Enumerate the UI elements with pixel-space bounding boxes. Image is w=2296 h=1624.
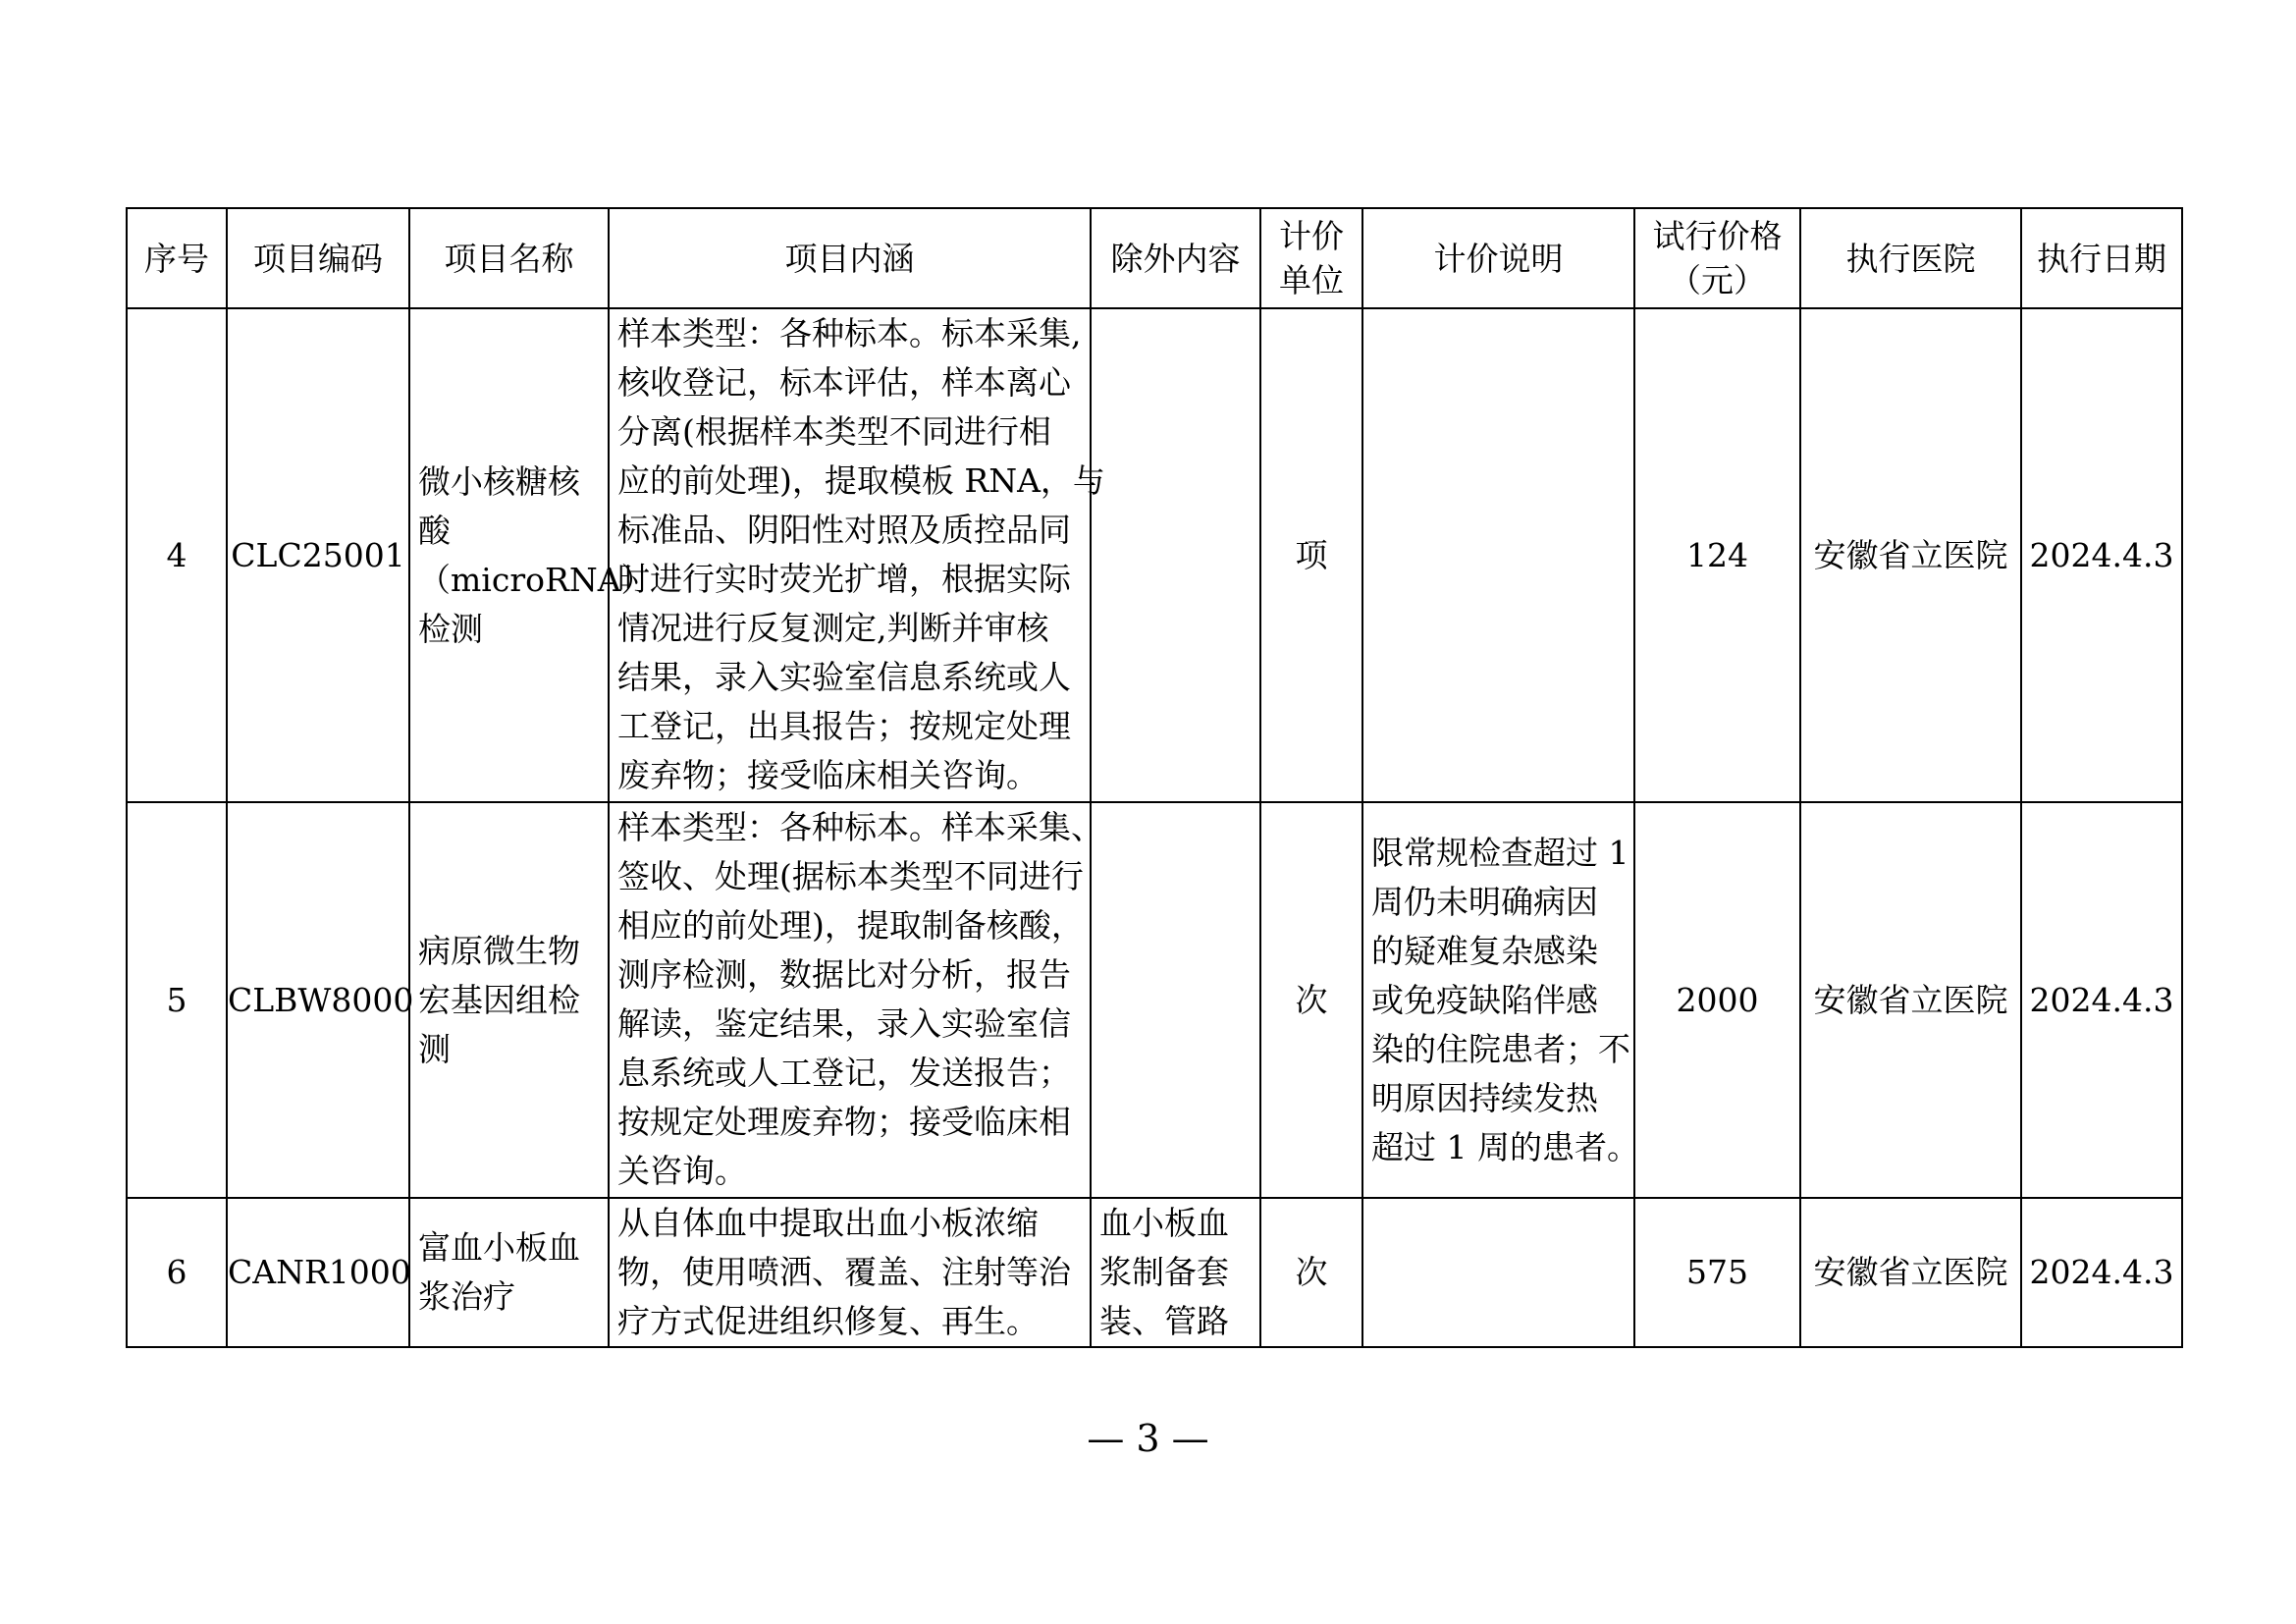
cell-content-line: 从自体血中提取出血小板浓缩 — [617, 1204, 1039, 1242]
header-code: 项目编码 — [227, 208, 409, 308]
cell-content — [609, 1198, 1091, 1347]
cell-name-line: 病原微生物 — [418, 931, 580, 970]
header-unit-line1: 计价 — [1279, 217, 1344, 255]
cell-date: 2024.4.3 — [2021, 308, 2182, 802]
cell-note — [1362, 1198, 1634, 1347]
cell-content-line: 疗方式促进组织修复、再生。 — [617, 1302, 1039, 1340]
cell-note-line: 周仍未明确病因 — [1371, 882, 1598, 921]
cell-excluded-line: 血小板血 — [1099, 1204, 1229, 1242]
cell-content-line: 废弃物；接受临床相关咨询。 — [617, 756, 1039, 794]
header-price-line2: （元） — [1669, 261, 1766, 299]
cell-name-line: （microRNA） — [418, 560, 654, 599]
cell-content-line: 时进行实时荧光扩增，根据实际 — [617, 560, 1071, 598]
table-row — [127, 1198, 2182, 1347]
cell-name-line: 浆治疗 — [418, 1277, 515, 1316]
cell-note — [1362, 802, 1639, 1198]
table-header-row — [127, 208, 2182, 308]
cell-name-line: 检测 — [418, 609, 483, 648]
cell-unit: 次 — [1260, 1198, 1362, 1347]
header-price — [1634, 208, 1800, 308]
cell-content-line: 息系统或人工登记，发送报告； — [617, 1054, 1071, 1092]
cell-content-line: 分离(根据样本类型不同进行相 — [617, 412, 1051, 451]
cell-hospital: 安徽省立医院 — [1800, 1198, 2021, 1347]
header-note: 计价说明 — [1362, 208, 1634, 308]
cell-hospital: 安徽省立医院 — [1800, 308, 2021, 802]
cell-content-line: 解读，鉴定结果，录入实验室信 — [617, 1004, 1071, 1043]
cell-content-line: 情况进行反复测定,判断并审核 — [617, 609, 1049, 647]
cell-content-line: 签收、处理(据标本类型不同进行 — [617, 857, 1084, 895]
cell-content — [609, 802, 1103, 1198]
cell-excluded — [1091, 1198, 1260, 1347]
cell-name-line: 宏基因组检 — [418, 980, 580, 1019]
cell-content-line: 样本类型：各种标本。样本采集、 — [617, 808, 1103, 846]
cell-note-line: 或免疫缺陷伴感 — [1371, 980, 1598, 1019]
cell-unit: 次 — [1260, 802, 1362, 1198]
cell-content-line: 结果，录入实验室信息系统或人 — [617, 658, 1071, 696]
header-date: 执行日期 — [2021, 208, 2182, 308]
cell-note-line: 超过 1 周的患者。 — [1371, 1127, 1639, 1166]
cell-name-line: 酸 — [418, 511, 451, 550]
cell-code: CANR1000 — [227, 1198, 409, 1347]
cell-content-line: 关咨询。 — [617, 1152, 747, 1190]
cell-content-line: 样本类型：各种标本。标本采集, — [617, 314, 1082, 352]
header-name: 项目名称 — [409, 208, 609, 308]
cell-price: 575 — [1634, 1198, 1800, 1347]
cell-name-line: 测 — [418, 1029, 451, 1068]
table-row — [127, 308, 2182, 802]
cell-note-line: 限常规检查超过 1 — [1371, 833, 1629, 872]
cell-hospital: 安徽省立医院 — [1800, 802, 2021, 1198]
cell-content-line: 应的前处理)，提取模板 RNA，与 — [617, 461, 1105, 500]
cell-unit: 项 — [1260, 308, 1362, 802]
cell-note-line: 染的住院患者；不 — [1371, 1029, 1630, 1068]
cell-name — [409, 1198, 609, 1347]
cell-content-line: 工登记，出具报告；按规定处理 — [617, 707, 1071, 745]
cell-code: CLC25001 — [227, 308, 409, 802]
header-unit — [1260, 208, 1362, 308]
cell-content-line: 按规定处理废弃物；接受临床相 — [617, 1103, 1071, 1141]
cell-excluded-line: 浆制备套 — [1099, 1253, 1229, 1291]
cell-content-line: 物，使用喷洒、覆盖、注射等治 — [617, 1253, 1071, 1291]
cell-price: 124 — [1634, 308, 1800, 802]
cell-content-line: 核收登记，标本评估，样本离心 — [617, 363, 1071, 402]
cell-code: CLBW8000 — [227, 802, 409, 1198]
cell-content-line: 标准品、阴阳性对照及质控品同 — [617, 511, 1071, 549]
cell-excluded — [1091, 802, 1260, 1198]
cell-content — [609, 308, 1105, 802]
cell-seq: 6 — [127, 1198, 227, 1347]
cell-excluded — [1091, 308, 1260, 802]
header-seq: 序号 — [127, 208, 227, 308]
header-hospital: 执行医院 — [1800, 208, 2021, 308]
table-row — [127, 802, 2182, 1198]
header-content: 项目内涵 — [609, 208, 1091, 308]
cell-name-line: 微小核糖核 — [418, 461, 580, 501]
cell-name — [409, 308, 654, 802]
cell-date: 2024.4.3 — [2021, 802, 2182, 1198]
cell-name-line: 富血小板血 — [418, 1228, 580, 1267]
header-price-line1: 试行价格 — [1652, 217, 1783, 255]
pricing-table — [126, 207, 2183, 1348]
cell-seq: 4 — [127, 308, 227, 802]
cell-date: 2024.4.3 — [2021, 1198, 2182, 1347]
cell-seq: 5 — [127, 802, 227, 1198]
cell-content-line: 相应的前处理)，提取制备核酸， — [617, 906, 1084, 945]
header-unit-line2: 单位 — [1279, 261, 1344, 299]
cell-excluded-line: 装、管路 — [1099, 1302, 1229, 1340]
cell-price: 2000 — [1634, 802, 1800, 1198]
cell-name — [409, 802, 609, 1198]
cell-content-line: 测序检测，数据比对分析，报告 — [617, 955, 1071, 994]
cell-note — [1362, 308, 1634, 802]
cell-note-line: 的疑难复杂感染 — [1371, 931, 1598, 970]
header-excluded: 除外内容 — [1091, 208, 1260, 308]
page-number: — 3 — — [1087, 1417, 1209, 1460]
cell-note-line: 明原因持续发热 — [1371, 1078, 1598, 1117]
